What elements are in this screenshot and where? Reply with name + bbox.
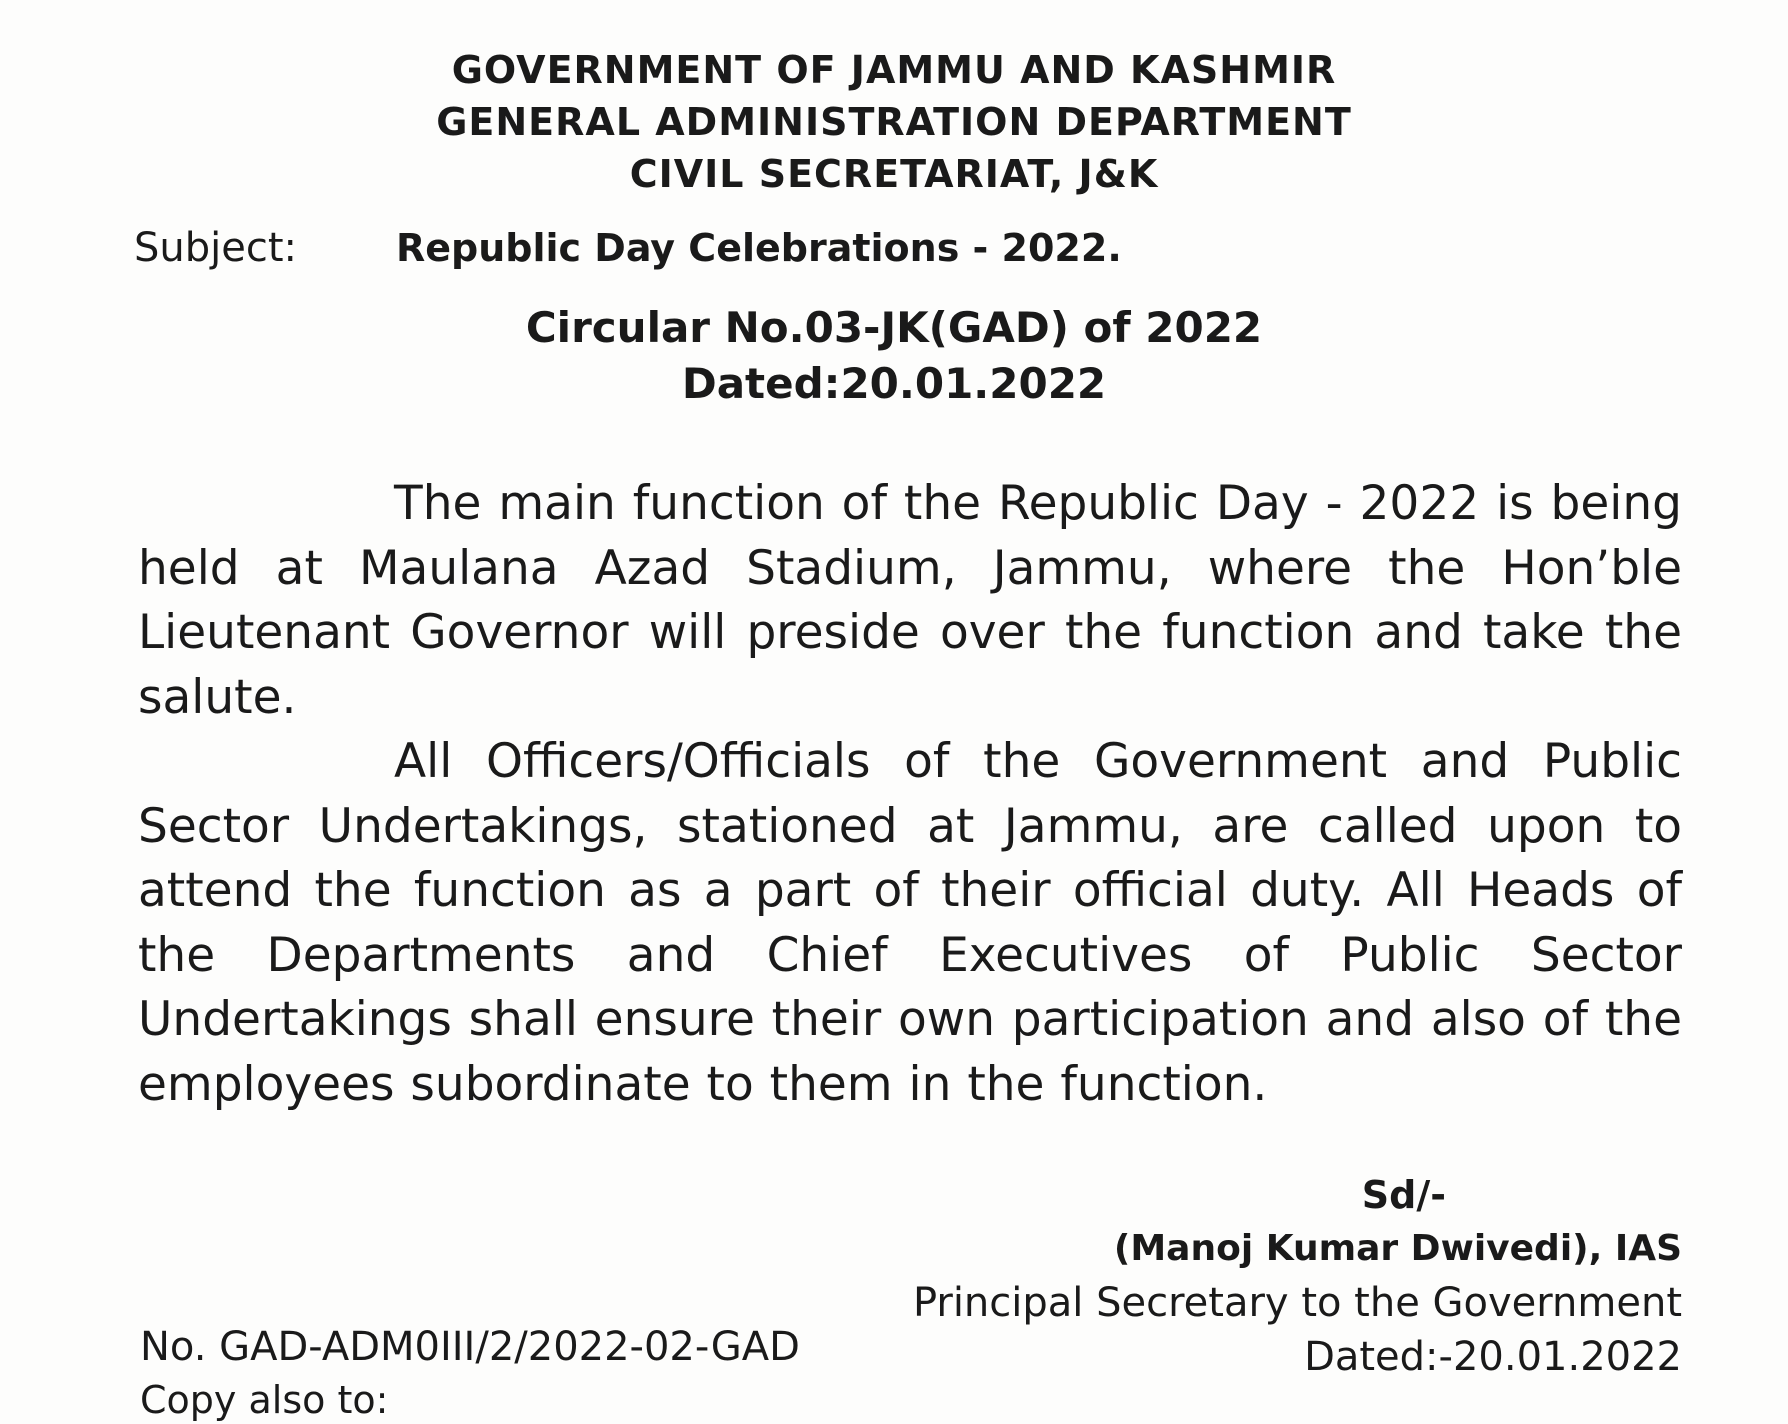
reference-number: No. GAD-ADM0III/2/2022-02-GAD [140, 1324, 800, 1370]
header-department: GENERAL ADMINISTRATION DEPARTMENT [436, 100, 1352, 144]
header-government: GOVERNMENT OF JAMMU AND KASHMIR [451, 48, 1337, 92]
body-paragraph-2: All Officers/Officials of the Government and Public Sector Undertakings, stationed at Jammu, are called upon to attend the function as a part of their official duty. All Heads of the Departments and Chief Executives of Public Sector Undertakings shall ensure their own participation and also of the employees subordinate to them in the function. [138, 734, 1682, 1112]
body-paragraph-1: The main function of the Republic Day - 2022 is being held at Maulana Azad Stadium, Jammu, where the Hon’ble Lieutenant Governor will preside over the function and take the salute. [138, 476, 1682, 725]
circular-date: Dated:20.01.2022 [681, 359, 1107, 408]
signatory-designation: Principal Secretary to the Government [912, 1280, 1682, 1326]
subject-line [134, 222, 1694, 274]
letterhead [0, 44, 1788, 200]
signatory-name: (Manoj Kumar Dwivedi), IAS [1113, 1228, 1682, 1269]
signature-sd: Sd/- [1361, 1173, 1446, 1217]
signature-date: Dated:-20.01.2022 [1304, 1334, 1682, 1380]
circular-number: Circular No.03-JK(GAD) of 2022 [525, 303, 1263, 352]
circular-heading [0, 300, 1788, 412]
subject-label: Subject: [134, 225, 298, 271]
copy-also-to: Copy also to: [140, 1378, 389, 1422]
circular-body [138, 472, 1682, 1117]
header-secretariat: CIVIL SECRETARIAT, J&K [629, 152, 1159, 196]
subject-text: Republic Day Celebrations - 2022. [396, 226, 1122, 270]
signature-block [913, 1168, 1682, 1384]
